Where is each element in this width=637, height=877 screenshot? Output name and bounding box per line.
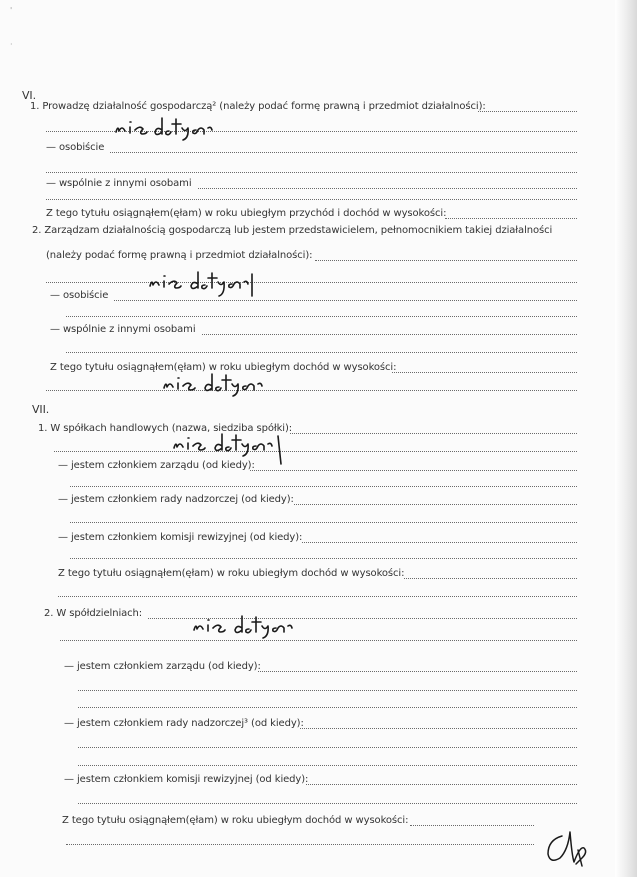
section-6-heading: VI. (22, 89, 36, 102)
s7-item1-board-label: — jestem członkiem zarządu (od kiedy): (58, 460, 255, 471)
s6-item1-personal-line2[interactable] (46, 172, 577, 173)
s7-item2-audit-label: — jestem członkiem komisji rewizyjnej (od kiedy): (64, 774, 309, 785)
s7-item1-audit-line2[interactable] (70, 558, 577, 559)
s6-item2-jointly-label: — wspólnie z innymi osobami (50, 324, 196, 335)
s7-item1-board-field[interactable] (250, 470, 577, 471)
s7-item2-handwriting (190, 608, 305, 642)
initials-signature (540, 826, 592, 872)
s7-item2-intro: 2. W spółdzielniach: (44, 608, 143, 619)
s6-item1-jointly-line2[interactable] (46, 199, 577, 200)
s7-item1-supervisory-field[interactable] (294, 504, 577, 505)
s6-item1-income-label: Z tego tytułu osiągnąłem(ęłam) w roku ubiegłym przychód i dochód w wysokości: (46, 208, 447, 219)
s6-item1-personal-field[interactable] (110, 152, 577, 153)
s6-item1-jointly-field[interactable] (198, 188, 577, 189)
s7-item2-income-line2[interactable] (66, 844, 534, 845)
s7-item2-board-field[interactable] (258, 671, 577, 672)
s6-item2-personal-label: — osobiście (50, 290, 109, 301)
s6-item2-jointly-field[interactable] (202, 334, 577, 335)
scan-speck: · (10, 40, 13, 49)
s7-item1-income-field[interactable] (404, 578, 577, 579)
s7-item1-board-line2[interactable] (70, 486, 577, 487)
s7-item1-supervisory-line2[interactable] (70, 522, 577, 523)
s6-item1-personal-label: — osobiście (46, 142, 105, 153)
s7-item1-supervisory-label: — jestem członkiem rady nadzorczej (od kiedy): (58, 494, 294, 505)
s6-item2-intro-cont: (należy podać formę prawną i przedmiot działalności): (46, 250, 313, 261)
s6-item2-answer-line[interactable] (46, 282, 577, 283)
scan-speck: ꞌ (10, 6, 13, 15)
s6-item2-intro: 2. Zarządzam działalnością gospodarczą lub jestem przedstawicielem, pełnomocnikiem takiej działalności (32, 225, 553, 236)
s6-item1-jointly-label: — wspólnie z innymi osobami (46, 178, 192, 189)
s7-item1-audit-field[interactable] (302, 542, 577, 543)
s7-item2-income-label: Z tego tytułu osiągnąłem(ęłam) w roku ubiegłym dochód w wysokości: (62, 815, 409, 826)
s6-item2-income-field[interactable] (392, 372, 577, 373)
s7-item1-intro-line[interactable] (290, 433, 577, 434)
s7-item1-income-label: Z tego tytułu osiągnąłem(ęłam) w roku ubiegłym dochód w wysokości: (58, 568, 405, 579)
s6-item2-personal-field[interactable] (114, 300, 577, 301)
s7-item1-audit-label: — jestem członkiem komisji rewizyjnej (od kiedy): (58, 532, 303, 543)
s6-item1-intro-line[interactable] (478, 111, 577, 112)
s6-item2-handwriting (146, 262, 261, 298)
s7-item1-intro: 1. W spółkach handlowych (nazwa, siedziba spółki): (38, 423, 293, 434)
s6-item2-income-handwriting (160, 368, 275, 398)
s7-item2-board-line3[interactable] (78, 707, 577, 708)
s7-item2-answer-line[interactable] (60, 640, 577, 641)
s6-item2-income-label: Z tego tytułu osiągnąłem(ęłam) w roku ubiegłym dochód w wysokości: (50, 362, 397, 373)
s7-item2-income-field[interactable] (410, 825, 534, 826)
section-7-heading: VII. (32, 403, 50, 416)
s6-item1-income-field[interactable] (445, 218, 577, 219)
s7-item2-supervisory-line3[interactable] (78, 765, 577, 766)
s7-item2-supervisory-field[interactable] (300, 728, 577, 729)
s7-item1-answer-line[interactable] (54, 451, 577, 452)
s7-item2-audit-line2[interactable] (78, 803, 577, 804)
s6-item2-jointly-line2[interactable] (66, 352, 577, 353)
s6-item2-intro-line[interactable] (315, 260, 577, 261)
s6-item1-intro: 1. Prowadzę działalność gospodarczą² (należy podać formę prawną i przedmiot działalności): (30, 101, 486, 112)
s6-item2-personal-line2[interactable] (66, 316, 577, 317)
s6-item1-handwriting (112, 110, 222, 140)
s7-item2-board-line2[interactable] (78, 690, 577, 691)
s7-item2-supervisory-line2[interactable] (78, 747, 577, 748)
s7-item2-audit-field[interactable] (306, 784, 577, 785)
s7-item1-income-line2[interactable] (58, 596, 577, 597)
s7-item2-board-label: — jestem członkiem zarządu (od kiedy): (64, 661, 261, 672)
s7-item2-supervisory-label: — jestem członkiem rady nadzorczej³ (od kiedy): (64, 718, 304, 729)
s6-item2-income-line2[interactable] (46, 390, 577, 391)
